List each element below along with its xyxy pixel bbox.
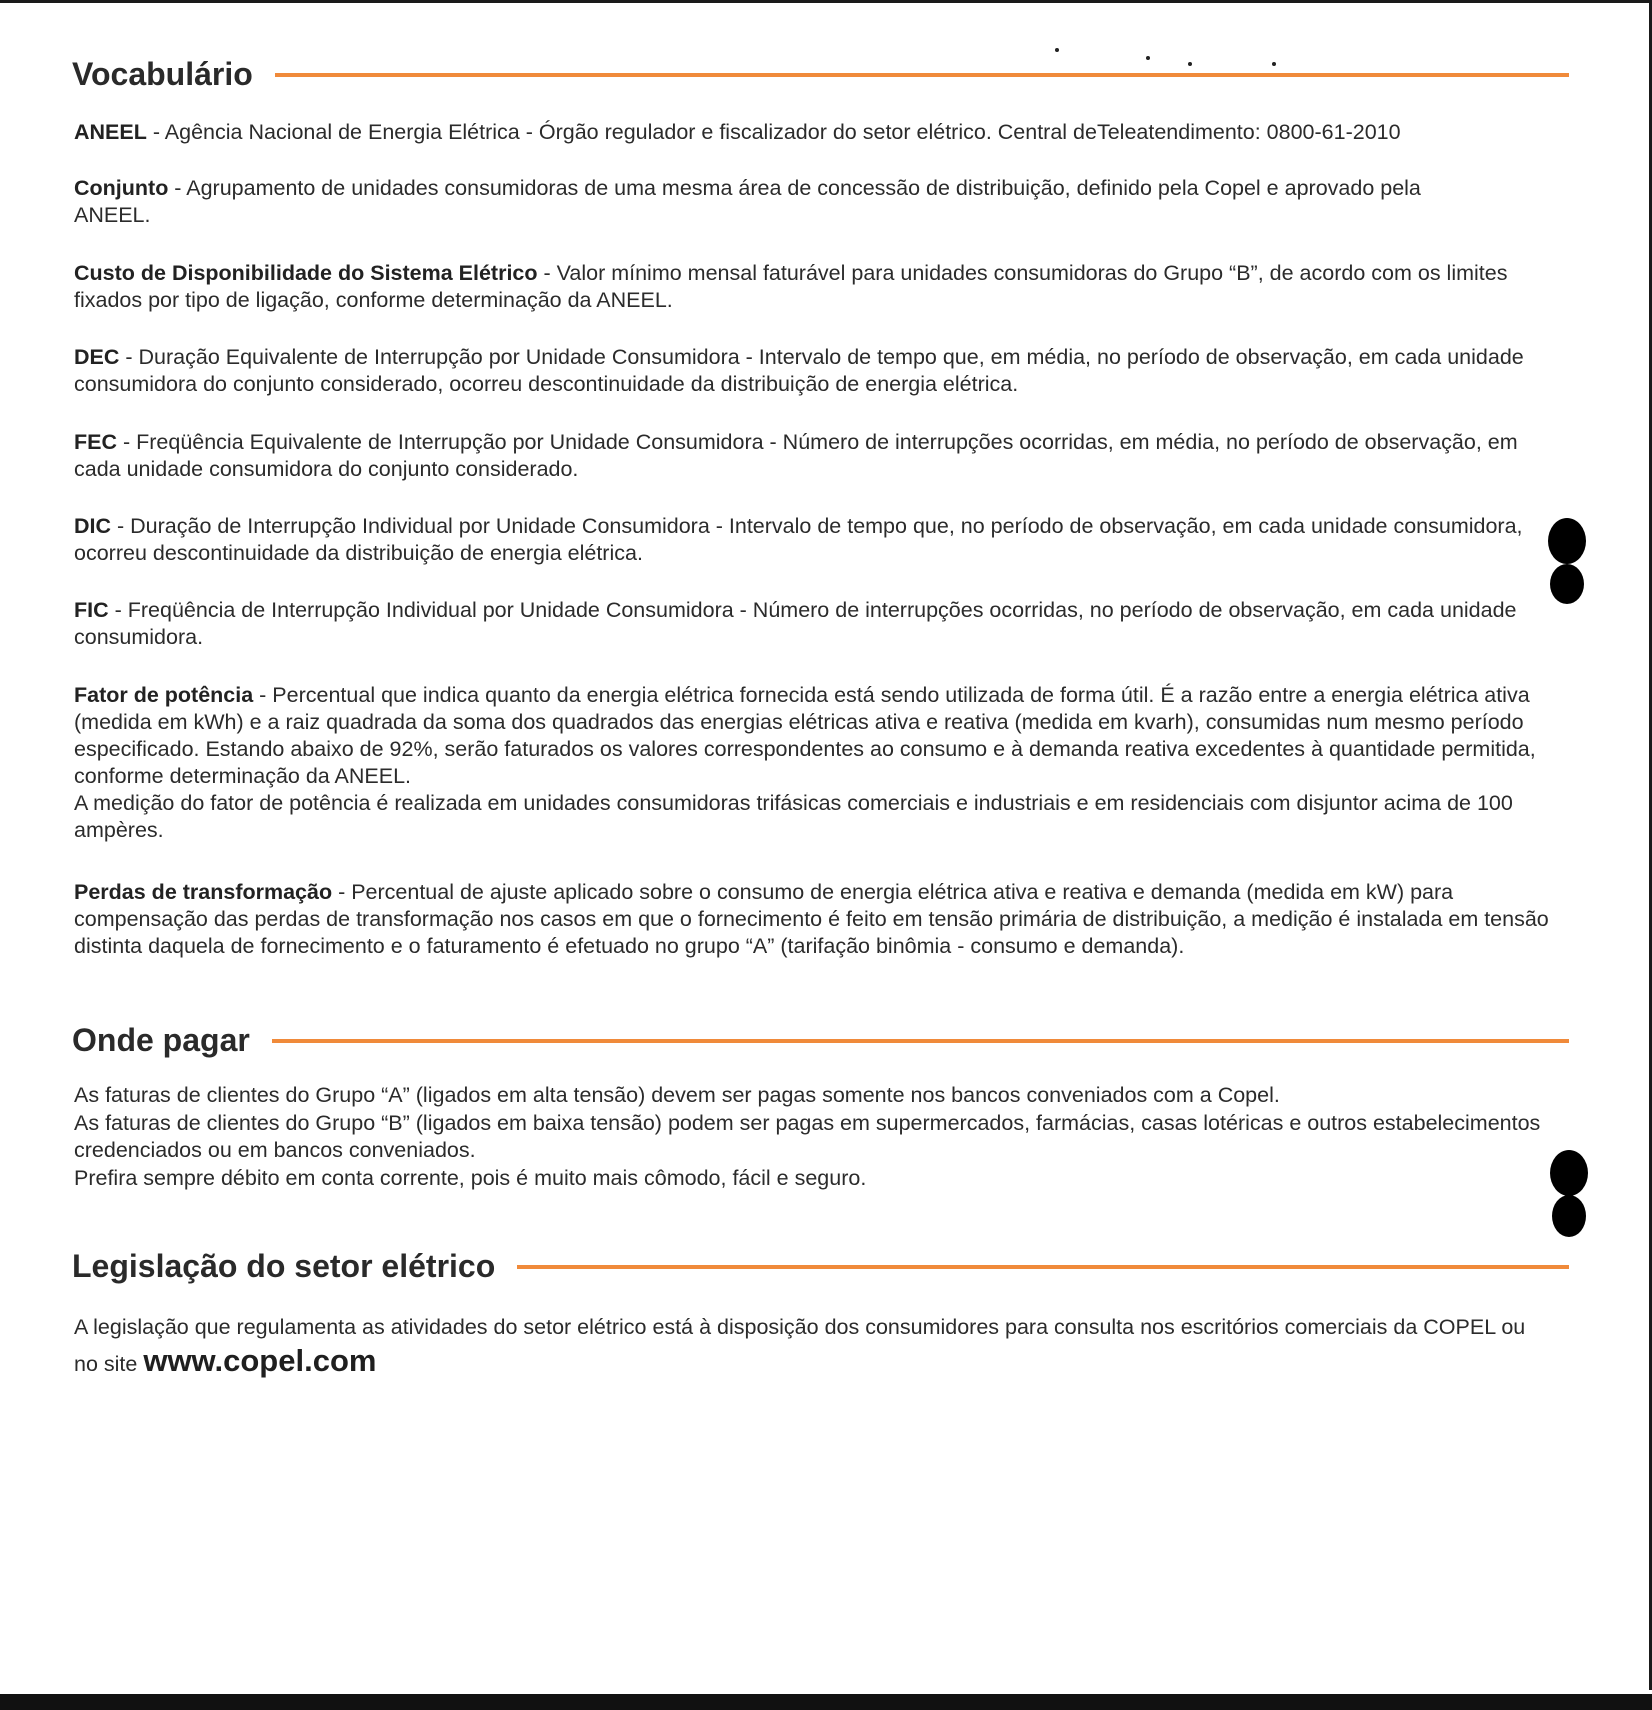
entry-term: ANEEL (74, 120, 147, 144)
entry-term: Custo de Disponibilidade do Sistema Elétrico (74, 261, 538, 285)
pay-section-header (72, 1022, 1569, 1059)
punch-hole (1550, 1150, 1588, 1196)
entry-text: - Percentual que indica quanto da energia elétrica fornecida está sendo utilizada de forma útil. É a razão entre a energia elétrica ativa (medida em kWh) e a raiz quadrada da soma dos quadrados das energias elétricas ativa e reativa (medida em kvarh), consumidas num mesmo período especificado. Estando abaixo de 92%, serão faturados os valores correspondentes ao consumo e à demanda reativa excedentes à quantidade permitida, conforme determinação da ANEEL. (74, 683, 1536, 788)
vocab-entry-dic (74, 513, 1554, 567)
entry-extra: A medição do fator de potência é realizada em unidades consumidoras trifásicas comerciais e industriais e em residenciais com disjuntor acima de 100 ampères. (74, 791, 1513, 842)
pay-rule (272, 1039, 1569, 1043)
entry-term: DIC (74, 514, 112, 538)
scan-speck (1055, 48, 1059, 52)
law-title: Legislação do setor elétrico (72, 1248, 496, 1284)
entry-term: Fator de potência (74, 683, 254, 707)
law-section-header (72, 1248, 1569, 1285)
pay-title: Onde pagar (72, 1022, 250, 1058)
pay-line: As faturas de clientes do Grupo “B” (ligados em baixa tensão) podem ser pagas em supermercados, farmácias, casas lotéricas e outros estabelecimentos credenciados ou em bancos conveniados. (74, 1110, 1541, 1162)
vocab-section-header (72, 56, 1569, 93)
entry-text: - Duração de Interrupção Individual por Unidade Consumidora - Intervalo de tempo que, no período de observação, em cada unidade consumidora, ocorreu descontinuidade da distribuição de energia elétrica. (74, 514, 1523, 565)
entry-term: FIC (74, 598, 109, 622)
vocab-rule (275, 73, 1569, 77)
vocab-entry-fic (74, 597, 1554, 651)
copel-site-link[interactable]: www.copel.com (143, 1343, 377, 1378)
vocab-entry-fator-potencia (74, 682, 1554, 844)
entry-text: - Freqüência de Interrupção Individual por Unidade Consumidora - Número de interrupções ocorridas, no período de observação, em cada unidade consumidora. (74, 598, 1517, 649)
vocab-entry-fec (74, 429, 1554, 483)
entry-text: - Valor mínimo mensal faturável para unidades consumidoras do Grupo “B”, de acordo com os limites fixados por tipo de ligação, conforme determinação da ANEEL. (74, 261, 1508, 312)
entry-term: Perdas de transformação (74, 880, 333, 904)
vocab-entry-aneel (74, 119, 1554, 146)
vocab-title: Vocabulário (72, 56, 253, 92)
pay-line: Prefira sempre débito em conta corrente, pois é muito mais cômodo, fácil e seguro. (74, 1165, 867, 1190)
entry-text: - Freqüência Equivalente de Interrupção por Unidade Consumidora - Número de interrupções ocorridas, em média, no período de observação, em cada unidade consumidora do conjunto considerado. (74, 430, 1518, 481)
entry-text: - Duração Equivalente de Interrupção por Unidade Consumidora - Intervalo de tempo que, em média, no período de observação, em cada unidade consumidora do conjunto considerado, ocorreu descontinuidade da distribuição de energia elétrica. (74, 345, 1524, 396)
law-text: A legislação que regulamenta as atividades do setor elétrico está à disposição dos consumidores para consulta nos escritórios comerciais da COPEL ou no site (74, 1315, 1526, 1376)
punch-hole (1552, 1195, 1586, 1237)
entry-text: - Percentual de ajuste aplicado sobre o consumo de energia elétrica ativa e reativa e demanda (medida em kW) para compensação das perdas de transformação nos casos em que o fornecimento é feito em tensão primária de distribuição, a medição é instalada em tensão distinta daquela de fornecimento e o faturamento é efetuado no grupo “A” (tarifação binômia - consumo e demanda). (74, 880, 1549, 958)
entry-term: DEC (74, 345, 120, 369)
vocab-entry-dec (74, 344, 1554, 398)
pay-paragraph (74, 1082, 1554, 1192)
punch-hole (1550, 564, 1584, 604)
entry-term: FEC (74, 430, 117, 454)
scan-edge-top (0, 0, 1652, 3)
scan-edge-bottom (0, 1694, 1652, 1710)
vocab-entry-perdas (74, 879, 1554, 960)
pay-line: As faturas de clientes do Grupo “A” (ligados em alta tensão) devem ser pagas somente nos bancos conveniados com a Copel. (74, 1083, 1280, 1107)
law-rule (517, 1265, 1569, 1269)
law-paragraph (74, 1310, 1554, 1381)
vocab-entry-custo (74, 260, 1554, 314)
entry-text: - Agência Nacional de Energia Elétrica - Órgão regulador e fiscalizador do setor elétrico. Central deTeleatendimento: 0800-61-2010 (146, 120, 1401, 144)
entry-text: - Agrupamento de unidades consumidoras de uma mesma área de concessão de distribuição, definido pela Copel e aprovado pela ANEEL. (74, 176, 1421, 227)
vocab-entry-conjunto (74, 175, 1474, 229)
entry-term: Conjunto (74, 176, 169, 200)
